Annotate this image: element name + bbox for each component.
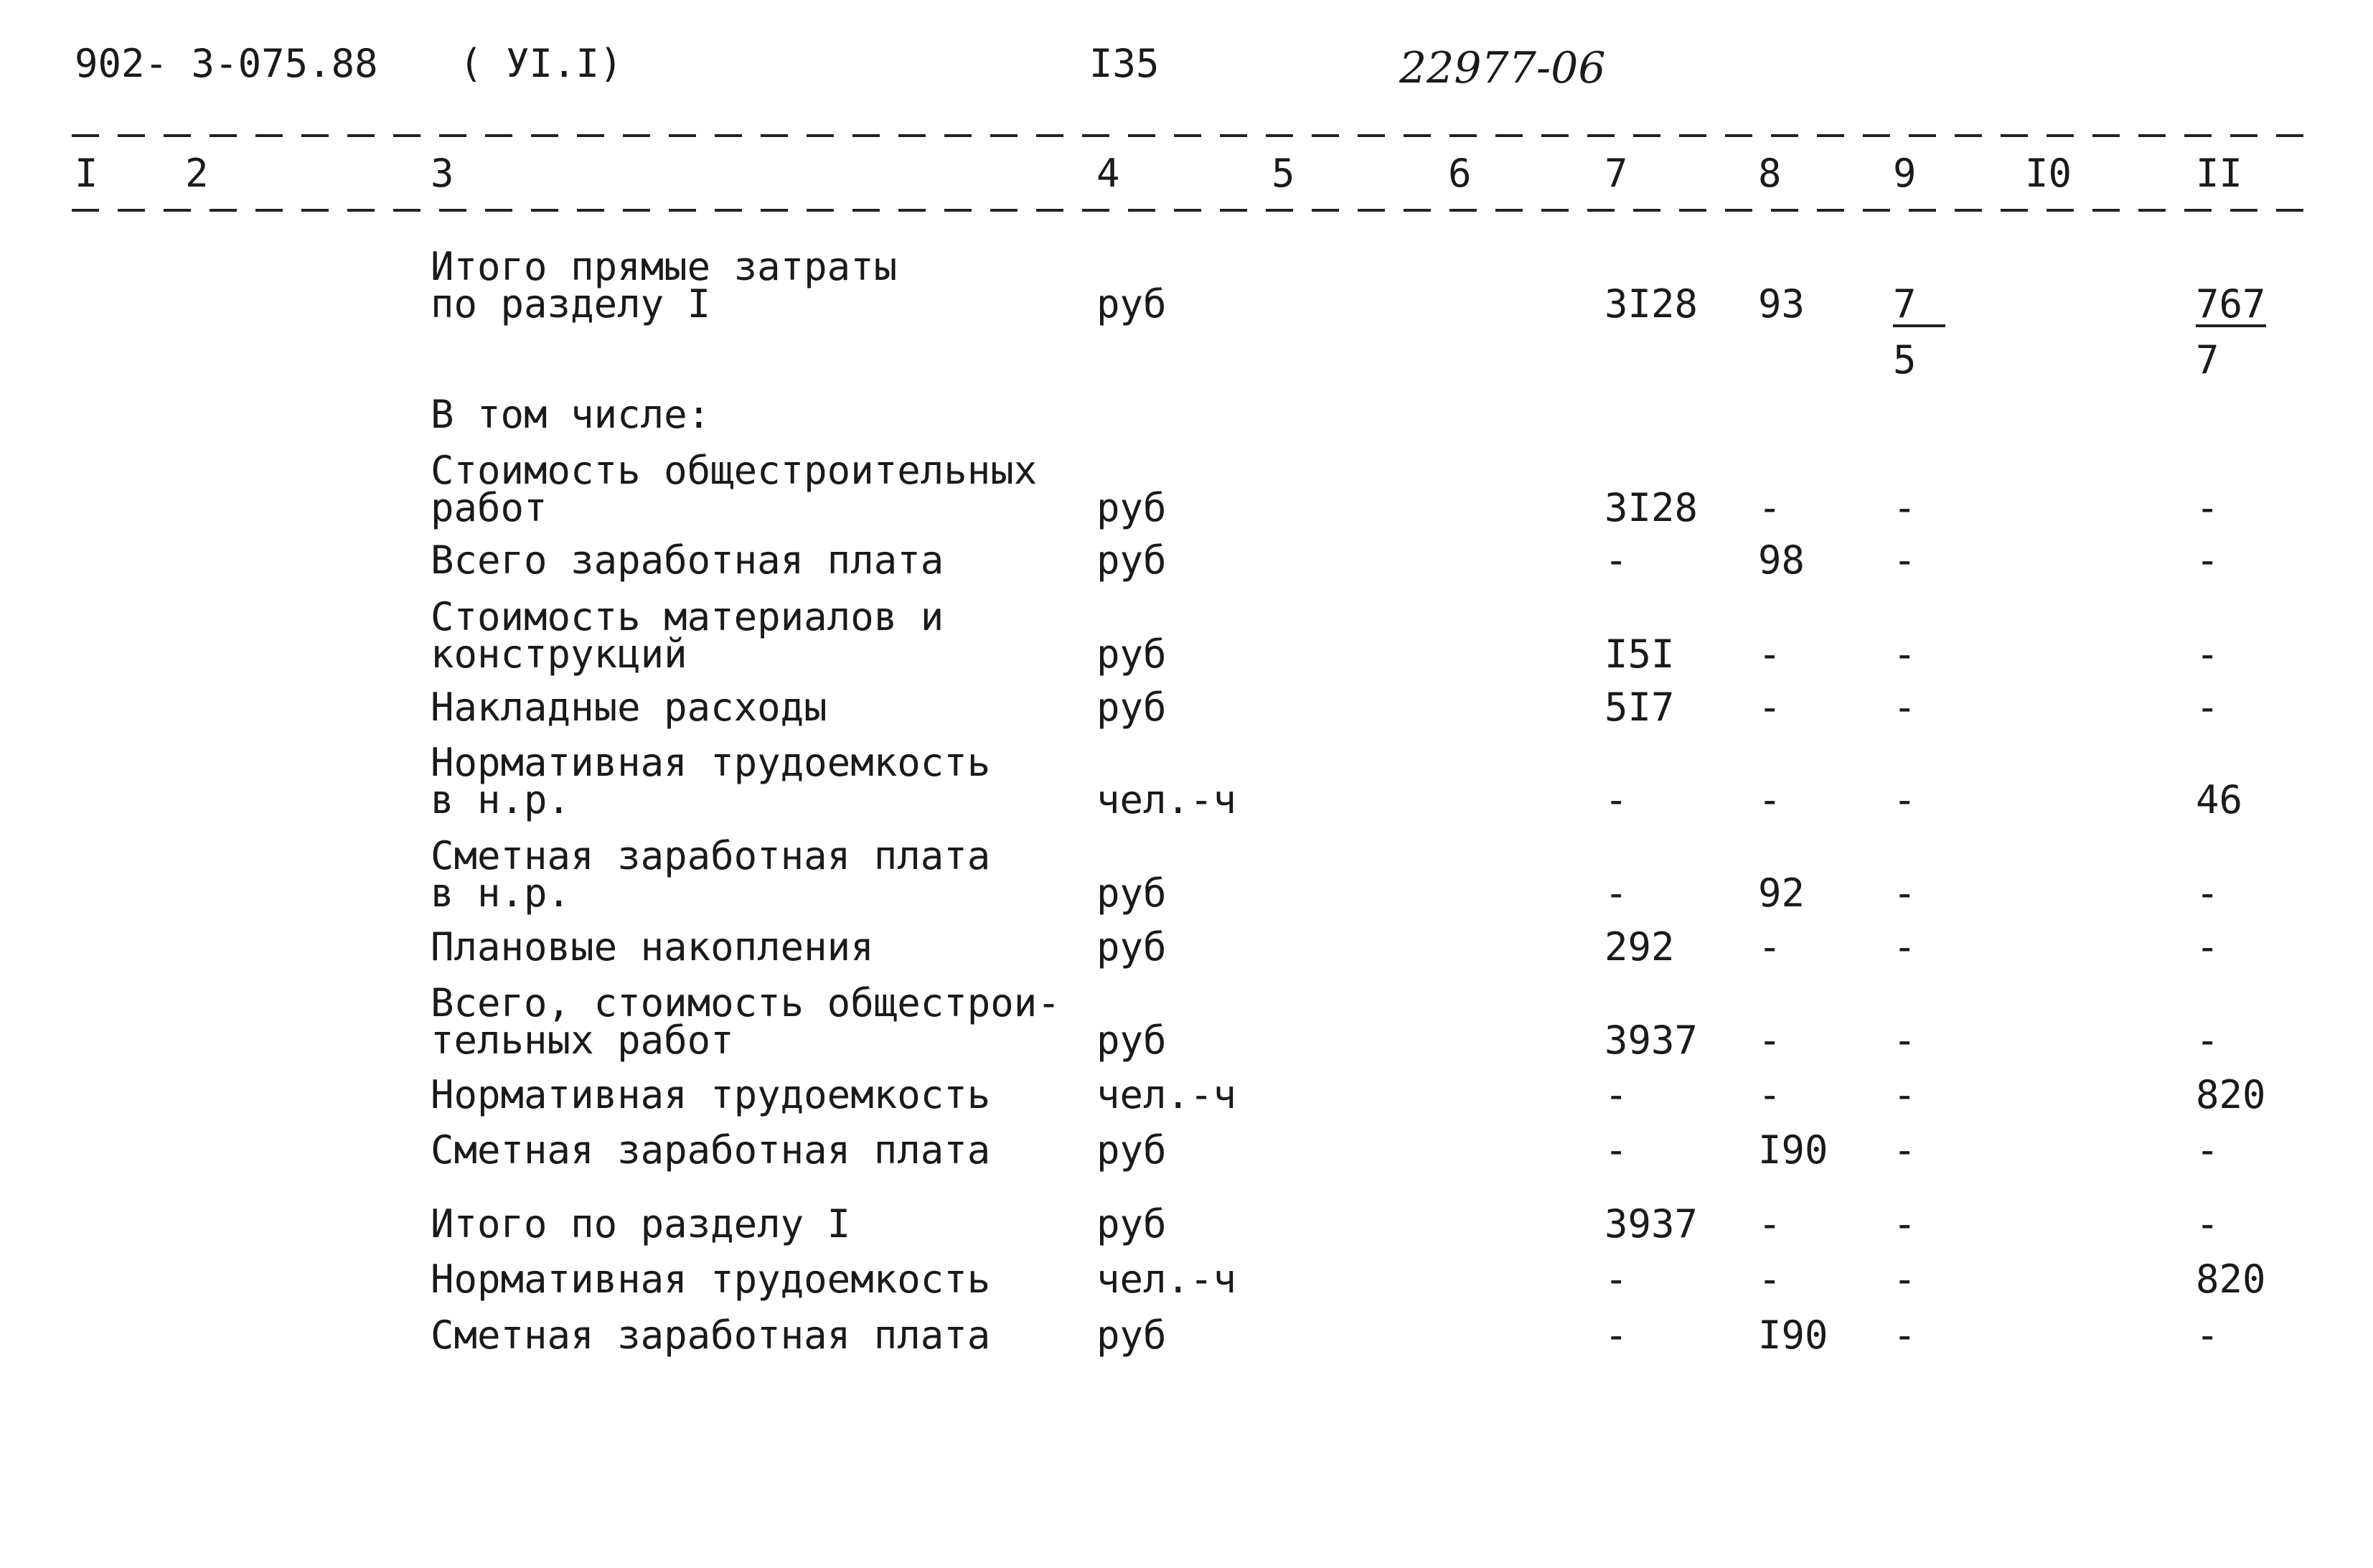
value-cell-9: -: [1893, 777, 1917, 822]
value-cell-11-sub: 7: [2196, 337, 2219, 382]
unit-cell: руб: [1096, 1127, 1167, 1173]
page-number: I35: [1089, 41, 1160, 86]
value-cell-7: -: [1604, 1072, 1628, 1117]
value-cell-8: I90: [1758, 1313, 1828, 1358]
item-name: Накладные расходы: [431, 685, 827, 730]
header-rule-bottom: [72, 209, 2311, 212]
value-cell-9: -: [1893, 1127, 1917, 1173]
item-name: Стоимость общестроительных: [431, 448, 1038, 493]
item-name: Всего заработная плата: [431, 537, 944, 583]
item-name: В том числе:: [431, 392, 711, 437]
value-cell-9-sub: 5: [1893, 337, 1917, 382]
column-number: 2: [185, 151, 209, 196]
column-number: I0: [2025, 151, 2072, 196]
value-cell-8: -: [1758, 1201, 1782, 1247]
item-name: работ: [431, 485, 548, 530]
value-cell-7: 3937: [1604, 1018, 1698, 1063]
value-cell-7: -: [1604, 870, 1628, 916]
value-cell-8: -: [1758, 1072, 1782, 1117]
value-cell-8: -: [1758, 632, 1782, 677]
item-name: Итого прямые затраты: [431, 244, 898, 289]
value-cell-8: -: [1758, 685, 1782, 730]
column-number: 3: [431, 151, 454, 196]
value-cell-9: -: [1893, 537, 1917, 583]
item-name: Стоимость материалов и: [431, 594, 944, 639]
value-cell-8: 93: [1758, 281, 1805, 327]
value-cell-9: 7: [1893, 286, 1945, 327]
unit-cell: руб: [1096, 1313, 1167, 1358]
item-name: тельных работ: [431, 1018, 734, 1063]
column-number: 4: [1096, 151, 1120, 196]
value-cell-11: 820: [2196, 1072, 2266, 1117]
value-cell-11: -: [2196, 1201, 2219, 1247]
item-name: Сметная заработная плата: [431, 1313, 991, 1358]
item-name: Нормативная трудоемкость: [431, 1072, 991, 1117]
value-cell-7: 5I7: [1604, 685, 1675, 730]
value-cell-11: -: [2196, 1313, 2219, 1358]
column-number: 9: [1893, 151, 1917, 196]
unit-cell: руб: [1096, 924, 1167, 970]
unit-cell: чел.-ч: [1096, 777, 1237, 822]
item-name: конструкций: [431, 632, 687, 677]
unit-cell: руб: [1096, 685, 1167, 730]
value-cell-7: 3937: [1604, 1201, 1698, 1247]
value-cell-7: I5I: [1604, 632, 1675, 677]
inventory-number: 22977-06: [1399, 43, 1606, 93]
item-name: Итого по разделу I: [431, 1201, 851, 1247]
value-cell-8: -: [1758, 924, 1782, 970]
value-cell-9: -: [1893, 685, 1917, 730]
value-cell-7: -: [1604, 777, 1628, 822]
value-cell-7: -: [1604, 1127, 1628, 1173]
value-cell-8: 92: [1758, 870, 1805, 916]
value-cell-11: -: [2196, 1127, 2219, 1173]
value-cell-9: -: [1893, 632, 1917, 677]
column-number: 5: [1272, 151, 1295, 196]
value-cell-11: -: [2196, 924, 2219, 970]
item-name: в н.р.: [431, 870, 571, 916]
value-cell-8: I90: [1758, 1127, 1828, 1173]
value-cell-11: 46: [2196, 777, 2243, 822]
value-cell-7: -: [1604, 1313, 1628, 1358]
column-number: 6: [1448, 151, 1472, 196]
unit-cell: руб: [1096, 485, 1167, 530]
unit-cell: руб: [1096, 537, 1167, 583]
value-cell-11: 820: [2196, 1257, 2266, 1302]
value-cell-9: -: [1893, 1018, 1917, 1063]
value-cell-11: -: [2196, 485, 2219, 530]
item-name: по разделу I: [431, 281, 711, 327]
value-cell-7: 3I28: [1604, 485, 1698, 530]
value-cell-11: -: [2196, 537, 2219, 583]
value-cell-8: -: [1758, 1257, 1782, 1302]
unit-cell: руб: [1096, 1018, 1167, 1063]
value-cell-9: -: [1893, 485, 1917, 530]
item-name: Плановые накопления: [431, 924, 874, 970]
value-cell-9: -: [1893, 924, 1917, 970]
value-cell-7: -: [1604, 537, 1628, 583]
value-cell-8: 98: [1758, 537, 1805, 583]
column-number: 7: [1604, 151, 1628, 196]
value-cell-8: -: [1758, 1018, 1782, 1063]
value-cell-7: 3I28: [1604, 281, 1698, 327]
header-rule-top: [72, 134, 2311, 137]
unit-cell: руб: [1096, 870, 1167, 916]
item-name: Сметная заработная плата: [431, 833, 991, 878]
unit-cell: руб: [1096, 281, 1167, 327]
unit-cell: руб: [1096, 1201, 1167, 1247]
item-name: Нормативная трудоемкость: [431, 740, 991, 785]
value-cell-8: -: [1758, 485, 1782, 530]
value-cell-7: -: [1604, 1257, 1628, 1302]
unit-cell: чел.-ч: [1096, 1072, 1237, 1117]
item-name: Нормативная трудоемкость: [431, 1257, 991, 1302]
column-number: 8: [1758, 151, 1782, 196]
item-name: Всего, стоимость общестрои-: [431, 980, 1061, 1025]
value-cell-9: -: [1893, 1072, 1917, 1117]
item-name: Сметная заработная плата: [431, 1127, 991, 1173]
value-cell-11: -: [2196, 685, 2219, 730]
value-cell-11: -: [2196, 1018, 2219, 1063]
value-cell-8: -: [1758, 777, 1782, 822]
value-cell-11: 767: [2196, 281, 2266, 327]
value-cell-11: -: [2196, 632, 2219, 677]
unit-cell: руб: [1096, 632, 1167, 677]
unit-cell: чел.-ч: [1096, 1257, 1237, 1302]
value-cell-9: -: [1893, 870, 1917, 916]
value-cell-9: -: [1893, 1313, 1917, 1358]
value-cell-9: -: [1893, 1201, 1917, 1247]
section-number: ( УI.I): [459, 41, 623, 86]
column-number: I: [75, 151, 98, 196]
column-number: II: [2196, 151, 2243, 196]
item-name: в н.р.: [431, 777, 571, 822]
value-cell-7: 292: [1604, 924, 1675, 970]
value-cell-11: -: [2196, 870, 2219, 916]
value-cell-9: -: [1893, 1257, 1917, 1302]
document-code: 902- 3-075.88: [75, 41, 378, 86]
